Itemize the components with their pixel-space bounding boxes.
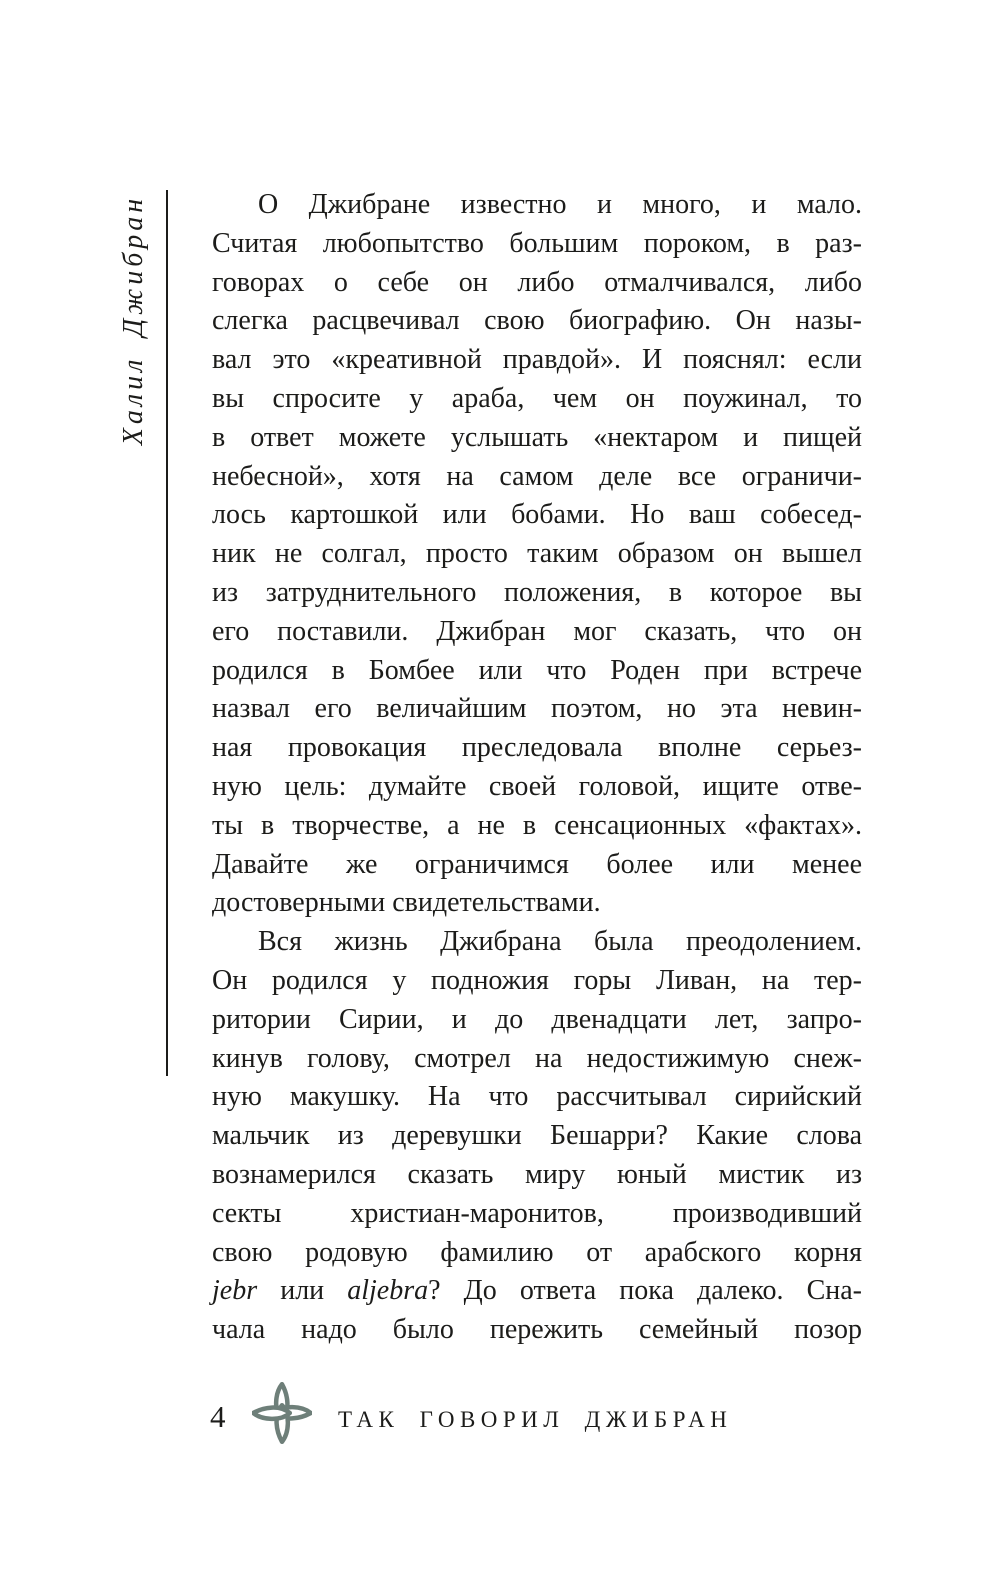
text-line: родился в Бомбее или что Роден при встрече — [212, 654, 862, 686]
four-pointed-knot-icon — [252, 1382, 312, 1444]
text-line: Вся жизнь Джибрана была преодолением. — [258, 926, 862, 958]
text-segment: или — [257, 1275, 348, 1307]
text-line: небесной», хотя на самом деле все ограничи- — [212, 460, 862, 492]
text-line: секты христиан-маронитов, производивший — [212, 1197, 862, 1229]
italic-term: jebr — [212, 1275, 258, 1307]
author-vertical-label: Халил Джибран — [118, 194, 149, 446]
text-segment: ? До ответа пока далеко. Сна- — [428, 1275, 862, 1307]
text-line: достоверными свидетельствами. — [212, 887, 601, 919]
text-line: говорах о себе он либо отмалчивался, либо — [212, 266, 862, 298]
text-line: ник не солгал, просто таким образом он вышел — [212, 538, 862, 570]
text-line: вал это «креативной правдой». И пояснял: если — [212, 344, 862, 376]
text-line: Давайте же ограничимся более или менее — [212, 848, 862, 880]
text-line: вознамерился сказать миру юный мистик из — [212, 1158, 862, 1190]
text-line: назвал его величайшим поэтом, но эта невин- — [212, 693, 862, 725]
text-line: Считая любопытство большим пороком, в раз- — [212, 227, 862, 259]
text-line: Он родился у подножия горы Ливан, на тер- — [212, 964, 862, 996]
text-line: слегка расцвечивал свою биографию. Он назы- — [212, 305, 862, 337]
text-line: ную макушку. На что рассчитывал сирийский — [212, 1081, 862, 1113]
text-line: ная провокация преследовала вполне серьез- — [212, 732, 862, 764]
text-line: ты в творчестве, а не в сенсационных «фактах». — [212, 809, 862, 841]
text-line: ритории Сирии, и до двенадцати лет, запро- — [212, 1003, 862, 1035]
text-line: кинув голову, смотрел на недостижимую снеж- — [212, 1042, 862, 1074]
text-line — [212, 1272, 862, 1311]
text-line: свою родовую фамилию от арабского корня — [212, 1236, 862, 1268]
italic-term: aljebra — [347, 1275, 429, 1307]
text-line: в ответ можете услышать «нектаром и пищей — [212, 421, 862, 453]
margin-rule — [166, 190, 168, 1076]
page-number: 4 — [210, 1399, 226, 1434]
body-text — [212, 186, 862, 1350]
text-line: лось картошкой или бобами. Но ваш собесед- — [212, 499, 862, 531]
text-line: ную цель: думайте своей головой, ищите отве- — [212, 770, 862, 802]
text-line: вы спросите у араба, чем он поужинал, то — [212, 382, 862, 414]
text-line: мальчик из деревушки Бешарри? Какие слова — [212, 1120, 862, 1152]
text-line: его поставили. Джибран мог сказать, что он — [212, 615, 862, 647]
text-line: О Джибране известно и много, и мало. — [258, 189, 862, 220]
text-line: чала надо было пережить семейный позор — [212, 1314, 862, 1346]
text-line: из затруднительного положения, в которое вы — [212, 576, 862, 608]
running-title: ТАК ГОВОРИЛ ДЖИБРАН — [338, 1407, 733, 1432]
